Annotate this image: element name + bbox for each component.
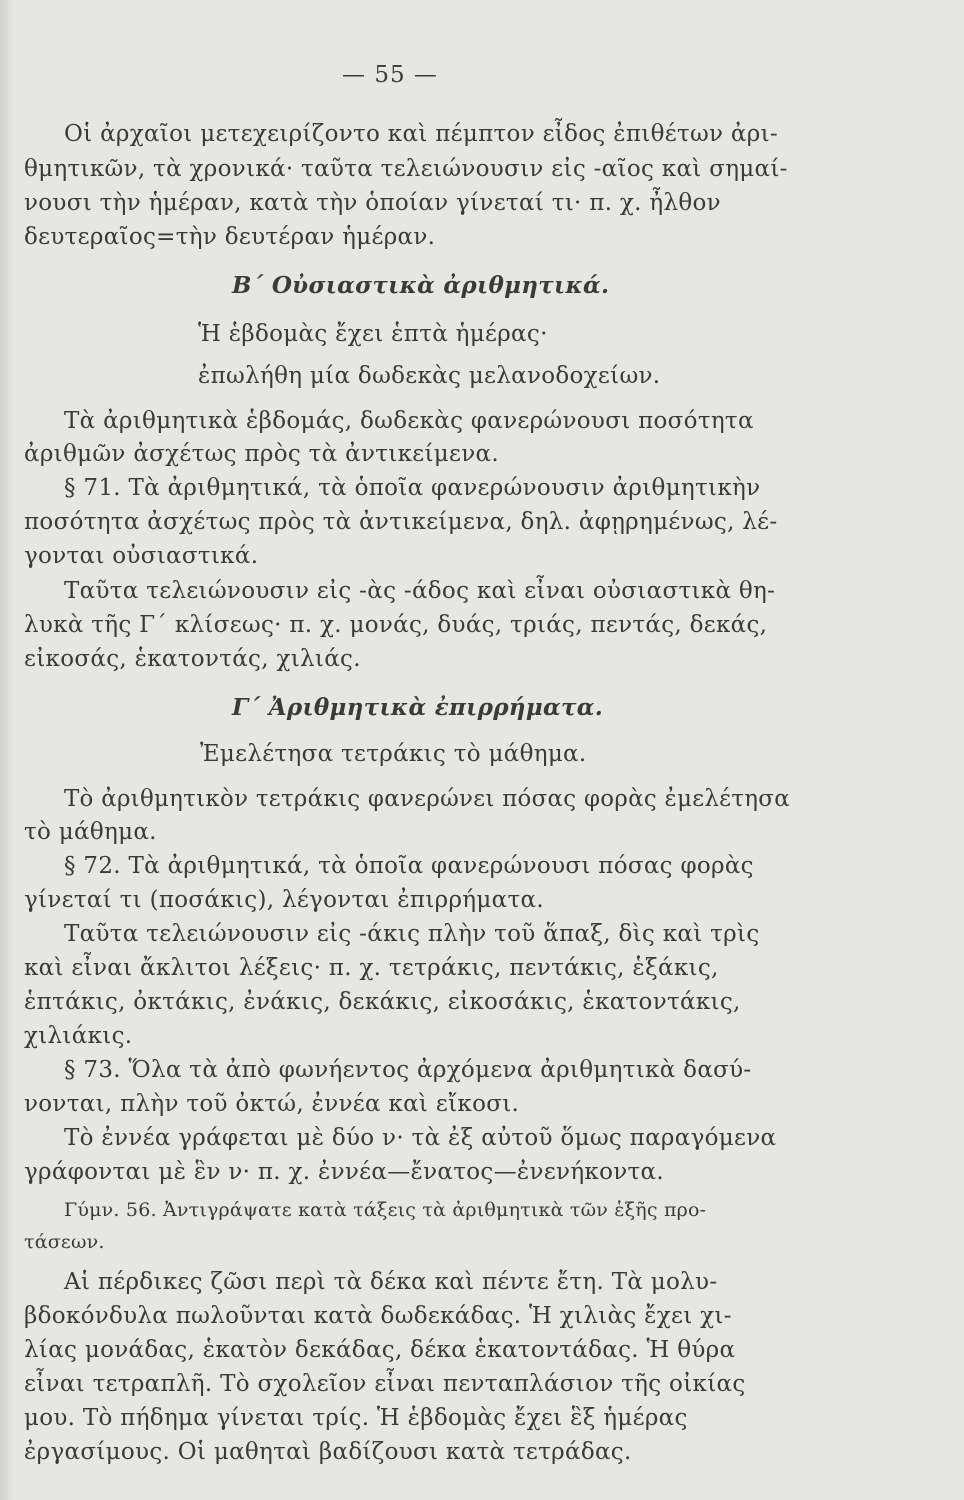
text-line: γονται οὐσιαστικά. — [24, 543, 259, 569]
text-line: Τὰ ἀριθμητικὰ ἑβδομάς, δωδεκὰς φανερώνουσι ποσότητα — [64, 408, 754, 434]
text-line: γράφονται μὲ ἓν ν· π. χ. ἐννέα—ἔνατος—ἐνενήκοντα. — [24, 1159, 664, 1185]
text-line: τὸ μάθημα. — [24, 819, 157, 845]
text-line: Τὸ ἐννέα γράφεται μὲ δύο ν· τὰ ἐξ αὐτοῦ ὅμως παραγόμενα — [64, 1125, 777, 1151]
text-line: θμητικῶν, τὰ χρονικά· ταῦτα τελειώνουσιν εἰς -αῖος καὶ σημαί- — [24, 156, 788, 182]
text-line: νονται, πλὴν τοῦ ὀκτώ, ἐννέα καὶ εἴκοσι. — [24, 1091, 520, 1117]
text-line: ἀριθμῶν ἀσχέτως πρὸς τὰ ἀντικείμενα. — [24, 441, 499, 467]
exercise-line: Γύμν. 56. Ἀντιγράψατε κατὰ τάξεις τὰ ἀριθμητικὰ τῶν ἑξῆς προ- — [64, 1199, 707, 1221]
text-line: γίνεταί τι (ποσάκις), λέγονται ἐπιρρήματα. — [24, 887, 544, 913]
text-line: ἐπωλήθη μία δωδεκὰς μελανοδοχείων. — [198, 363, 661, 389]
text-line: βδοκόνδυλα πωλοῦνται κατὰ δωδεκάδας. Ἡ χιλιὰς ἔχει χι- — [24, 1303, 732, 1329]
text-line: Ἡ ἑβδομὰς ἔχει ἑπτὰ ἡμέρας· — [198, 321, 548, 347]
text-line: Ταῦτα τελειώνουσιν εἰς -άκις πλὴν τοῦ ἅπαξ, δὶς καὶ τρὶς — [64, 921, 760, 947]
page-number: — 55 — — [342, 62, 438, 88]
text-line: λυκὰ τῆς Γ΄ κλίσεως· π. χ. μονάς, δυάς, τριάς, πεντάς, δεκάς, — [24, 612, 768, 638]
text-line: Ταῦτα τελειώνουσιν εἰς -ὰς -άδος καὶ εἶναι οὐσιαστικὰ θη- — [64, 578, 776, 604]
text-line: εἶναι τετραπλῆ. Τὸ σχολεῖον εἶναι πενταπλάσιον τῆς οἰκίας — [24, 1371, 746, 1397]
text-line: μου. Τὸ πήδημα γίνεται τρίς. Ἡ ἑβδομὰς ἔχει ἓξ ἡμέρας — [24, 1405, 688, 1431]
text-line: δευτεραῖος=τὴν δευτέραν ἡμέραν. — [24, 224, 436, 250]
exercise-line: τάσεων. — [24, 1231, 105, 1253]
page-edge-shadow — [0, 0, 14, 1500]
text-line: ἑπτάκις, ὀκτάκις, ἐνάκις, δεκάκις, εἰκοσάκις, ἑκατοντάκις, — [24, 989, 741, 1015]
text-line: ποσότητα ἀσχέτως πρὸς τὰ ἀντικείμενα, δηλ. ἀφῃρημένως, λέ- — [24, 509, 778, 535]
text-line: § 71. Τὰ ἀριθμητικά, τὰ ὁποῖα φανερώνουσιν ἀριθμητικὴν — [64, 475, 761, 501]
text-line: καὶ εἶναι ἄκλιτοι λέξεις· π. χ. τετράκις, πεντάκις, ἑξάκις, — [24, 955, 719, 981]
text-line: Ἐμελέτησα τετράκις τὸ μάθημα. — [200, 741, 587, 767]
text-line: λίας μονάδας, ἑκατὸν δεκάδας, δέκα ἑκατοντάδας. Ἡ θύρα — [24, 1337, 736, 1363]
text-line: § 72. Τὰ ἀριθμητικά, τὰ ὁποῖα φανερώνουσι πόσας φορὰς — [64, 853, 754, 879]
section-heading: Γ΄ Ἀριθμητικὰ ἐπιρρήματα. — [232, 694, 604, 721]
text-line: § 73. Ὅλα τὰ ἀπὸ φωνήεντος ἀρχόμενα ἀριθμητικὰ δασύ- — [64, 1057, 752, 1083]
text-line: Τὸ ἀριθμητικὸν τετράκις φανερώνει πόσας φορὰς ἐμελέτησα — [64, 786, 790, 812]
text-line: ἐργασίμους. Οἱ μαθηταὶ βαδίζουσι κατὰ τετράδας. — [24, 1439, 632, 1465]
section-heading: Β΄ Οὐσιαστικὰ ἀριθμητικά. — [232, 272, 610, 299]
text-line: Οἱ ἀρχαῖοι μετεχειρίζοντο καὶ πέμπτον εἶδος ἐπιθέτων ἀρι- — [64, 121, 778, 147]
text-line: Αἱ πέρδικες ζῶσι περὶ τὰ δέκα καὶ πέντε ἔτη. Τὰ μολυ- — [64, 1269, 718, 1295]
text-line: νουσι τὴν ἡμέραν, κατὰ τὴν ὁποίαν γίνεταί τι· π. χ. ἦλθον — [24, 190, 721, 216]
text-line: χιλιάκις. — [24, 1023, 133, 1049]
text-line: εἰκοσάς, ἑκατοντάς, χιλιάς. — [24, 646, 361, 672]
